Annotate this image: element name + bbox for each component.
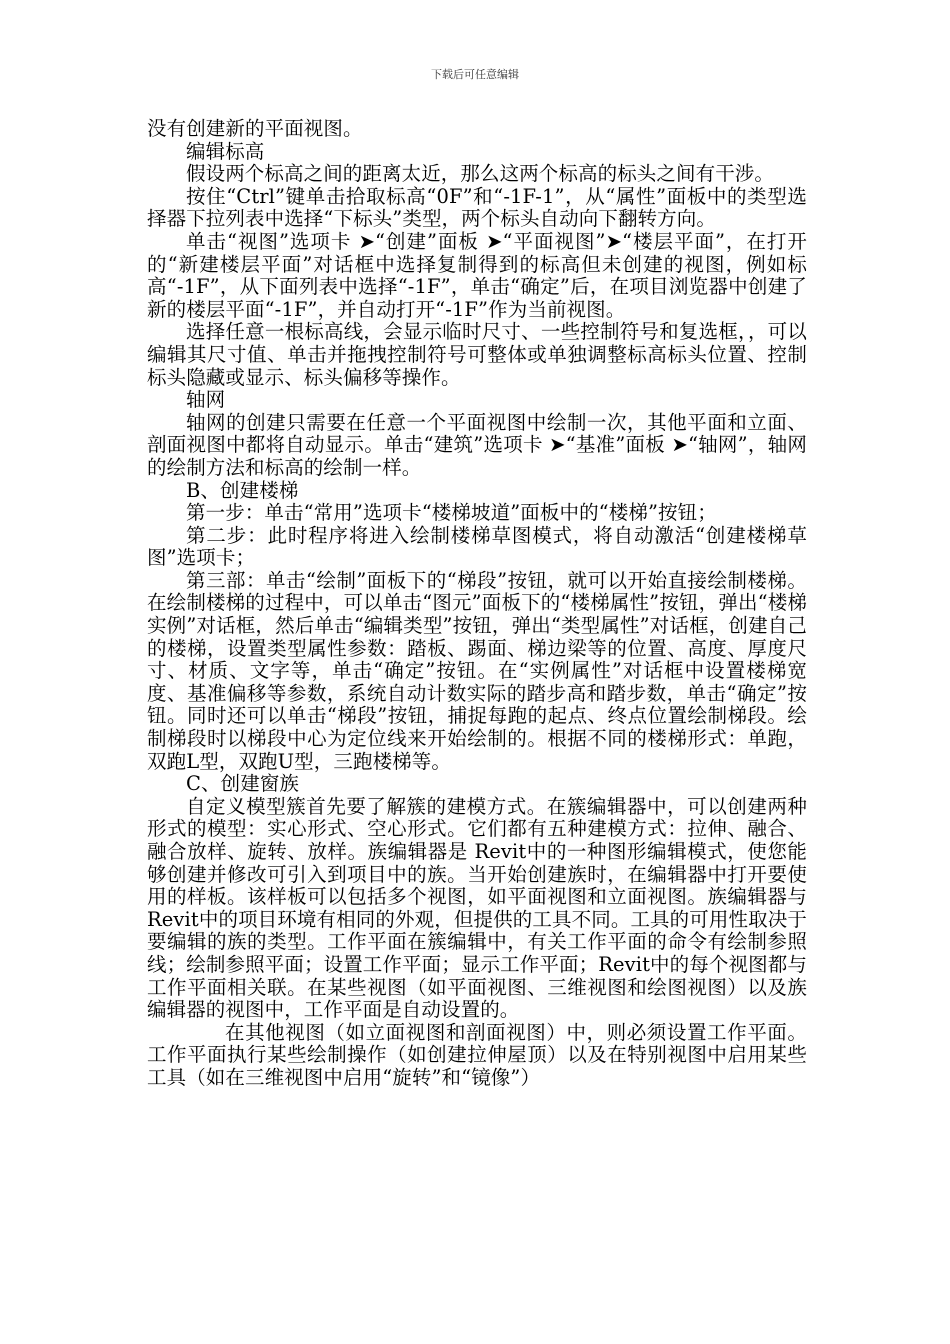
paragraph: 第二步：此时程序将进入绘制楼梯草图模式，将自动激活“创建楼梯草图”选项卡； (147, 523, 807, 570)
paragraph: 轴网的创建只需要在任意一个平面视图中绘制一次，其他平面和立面、剖面视图中都将自动显示。单击“建筑”选项卡 ➤“基准”面板 ➤“轴网”，轴网的绘制方法和标高的绘制一样。 (147, 410, 807, 479)
paragraph: 假设两个标高之间的距离太近，那么这两个标高的标头之间有干涉。 (186, 162, 775, 186)
section-heading: B、创建楼梯 (186, 478, 299, 502)
page-header: 下载后可任意编辑 (431, 68, 519, 81)
section-heading: C、创建窗族 (186, 772, 300, 796)
paragraph: 自定义模型簇首先要了解簇的建模方式。在簇编辑器中，可以创建两种形式的模型：实心形式、空心形式。它们都有五种建模方式：拉伸、融合、融合放样、旋转、放样。族编辑器是 Revit中的一种图形编辑模式，使您能够创建并修改可引入到项目中的族。当开始创建族时，在编辑器中打开要使用的样板。该样板可以包括多个视图，如平面视图和立面视图。族编辑器与 Revit中的项目环境有相同的外观，但提供的工具不同。工具的可用性取决于要编辑的族的类型。工作平面在簇编辑中，有关工作平面的命令有绘制参照线；绘制参照平面；设置工作平面；显示工作平面；Revit中的每个视图都与工作平面相关联。在某些视图（如平面视图、三维视图和绘图视图）以及族编辑器的视图中，工作平面是自动设置的。 (147, 794, 807, 1022)
paragraph: 按住“Ctrl”键单击拾取标高“0F”和“-1F-1”，从“属性”面板中的类型选择器下拉列表中选择“下标头”类型，两个标头自动向下翻转方向。 (147, 184, 807, 231)
paragraph: 没有创建新的平面视图。 (147, 117, 363, 140)
paragraph: 在其他视图（如立面视图和剖面视图）中，则必须设置工作平面。工作平面执行某些绘制操作（如创建拉伸屋顶）以及在特别视图中启用某些工具（如在三维视图中启用“旋转”和“镜像”） (147, 1020, 807, 1089)
section-heading: 编辑标高 (186, 139, 265, 163)
section-heading: 轴网 (186, 388, 226, 412)
paragraph: 单击“视图”选项卡 ➤“创建”面板 ➤“平面视图”➤“楼层平面”，在打开的“新建楼层平面”对话框中选择复制得到的标高但未创建的视图，例如标高“-1F”，从下面列表中选择“-1F”，单击“确定”后，在项目浏览器中创建了新的楼层平面“-1F”，并自动打开“-1F”作为当前视图。 (147, 229, 807, 321)
document-body (147, 118, 807, 1090)
paragraph: 第三部：单击“绘制”面板下的“梯段”按钮，就可以开始直接绘制楼梯。在绘制楼梯的过程中，可以单击“图元”面板下的“楼梯属性”按钮，弹出“楼梯实例”对话框，然后单击“编辑类型”按钮，弹出“类型属性”对话框，创建自己的楼梯，设置类型属性参数：踏板、踢面、梯边梁等的位置、高度、厚度尺寸、材质、文字等，单击“确定”按钮。在“实例属性”对话框中设置楼梯宽度、基准偏移等参数，系统自动计数实际的踏步高和踏步数，单击“确定”按钮。同时还可以单击“梯段”按钮，捕捉每跑的起点、终点位置绘制梯段。绘制梯段时以梯段中心为定位线来开始绘制的。根据不同的楼梯形式：单跑，双跑L型，双跑U型，三跑楼梯等。 (147, 568, 807, 773)
paragraph: 选择任意一根标高线，会显示临时尺寸、一些控制符号和复选框，，可以编辑其尺寸值、单击并拖拽控制符号可整体或单独调整标高标头位置、控制标头隐藏或显示、标头偏移等操作。 (147, 320, 807, 389)
paragraph: 第一步：单击“常用”选项卡“楼梯坡道”面板中的“楼梯”按钮； (186, 501, 717, 525)
